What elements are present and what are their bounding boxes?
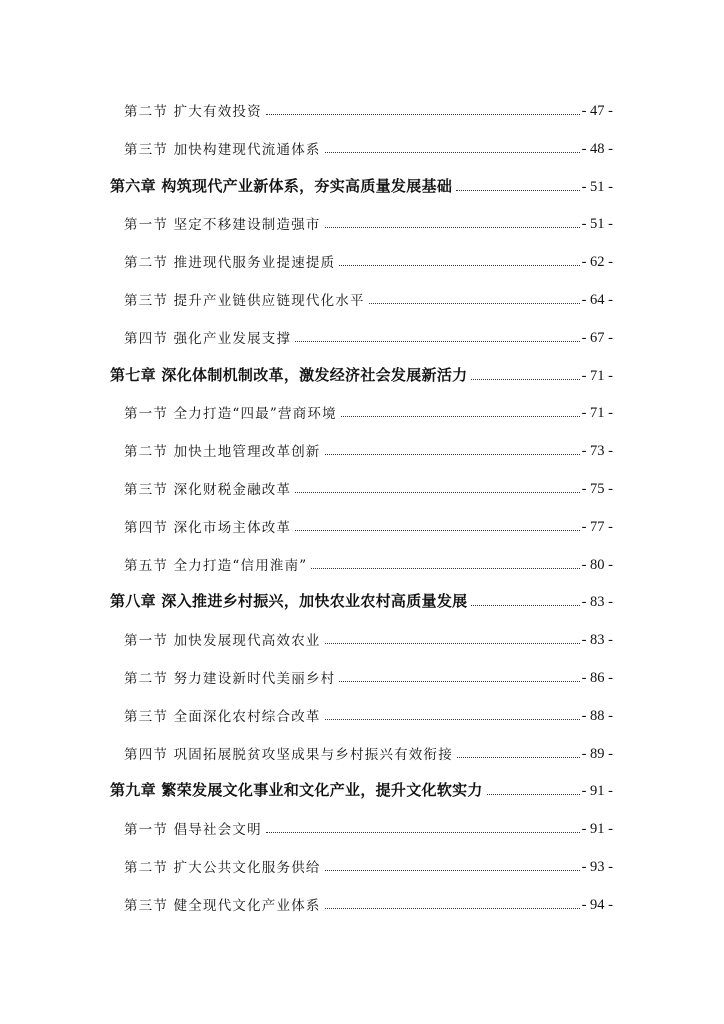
toc-entry[interactable] xyxy=(110,172,613,196)
toc-entry[interactable] xyxy=(124,398,613,422)
toc-entry-label: 第三节 提升产业链供应链现代化水平 xyxy=(124,293,365,309)
toc-entry-label: 第二节 努力建设新时代美丽乡村 xyxy=(124,671,336,687)
toc-page-number: - 71 - xyxy=(581,367,613,384)
toc-page-number: - 71 - xyxy=(581,405,613,422)
toc-entry-label: 第二节 推进现代服务业提速提质 xyxy=(124,255,336,272)
toc-page-number: - 91 - xyxy=(581,783,613,800)
toc-entry-label: 第二节 扩大公共文化服务供给 xyxy=(124,860,321,876)
toc-entry[interactable] xyxy=(124,663,613,687)
toc-entry-label: 第九章 繁荣发展文化事业和文化产业，提升文化软实力 xyxy=(110,781,483,800)
toc-page-number: - 94 - xyxy=(581,896,613,913)
dot-leader xyxy=(266,832,580,833)
dot-leader xyxy=(325,719,580,720)
dot-leader xyxy=(295,492,579,493)
toc-entry[interactable] xyxy=(124,96,613,120)
toc-page-number: - 83 - xyxy=(581,594,613,611)
toc-page-number: - 80 - xyxy=(581,556,613,573)
toc-page-number: - 86 - xyxy=(581,670,613,686)
dot-leader xyxy=(266,114,580,115)
toc-entry-label: 第三节 健全现代文化产业体系 xyxy=(124,897,321,914)
dot-leader xyxy=(295,530,579,531)
dot-leader xyxy=(325,908,580,909)
dot-leader xyxy=(341,416,580,417)
toc-entry-label: 第三节 深化财税金融改革 xyxy=(124,482,292,498)
toc-entry[interactable] xyxy=(110,587,613,611)
dot-leader xyxy=(471,605,579,606)
dot-leader xyxy=(325,227,580,228)
toc-entry[interactable] xyxy=(124,436,613,460)
toc-page-number: - 75 - xyxy=(581,481,613,497)
toc-entry-label: 第三节 全面深化农村综合改革 xyxy=(124,708,321,725)
toc-entry-label: 第三节 加快构建现代流通体系 xyxy=(124,141,321,158)
toc-entry[interactable] xyxy=(124,739,613,763)
toc-entry-label: 第二节 扩大有效投资 xyxy=(124,104,262,120)
toc-entry[interactable] xyxy=(124,134,613,158)
toc-entry-label: 第六章 构筑现代产业新体系，夯实高质量发展基础 xyxy=(110,176,453,195)
dot-leader xyxy=(457,757,580,758)
toc-entry[interactable] xyxy=(124,701,613,725)
dot-leader xyxy=(325,870,580,871)
toc-entry-label: 第二节 加快土地管理改革创新 xyxy=(124,444,321,461)
dot-leader xyxy=(339,681,579,682)
toc-entry[interactable] xyxy=(124,550,613,574)
dot-leader xyxy=(369,303,580,304)
toc-page-number: - 51 - xyxy=(581,216,613,233)
toc-entry[interactable] xyxy=(124,625,613,649)
toc-page-number: - 51 - xyxy=(581,178,613,195)
toc-entry-label: 第四节 巩固拓展脱贫攻坚成果与乡村振兴有效衔接 xyxy=(124,746,453,763)
toc-page-number: - 62 - xyxy=(581,254,613,271)
dot-leader xyxy=(325,152,580,153)
toc-page-number: - 77 - xyxy=(581,518,613,535)
dot-leader xyxy=(339,265,579,266)
dot-leader xyxy=(487,794,580,795)
toc-page-number: - 91 - xyxy=(581,821,613,838)
toc-entry[interactable] xyxy=(124,474,613,498)
toc-entry-label: 第一节 加快发展现代高效农业 xyxy=(124,633,321,650)
toc-entry[interactable] xyxy=(124,890,613,914)
toc-page-number: - 88 - xyxy=(581,707,613,724)
toc-entry-label: 第一节 全力打造“四最”营商环境 xyxy=(124,406,337,423)
toc-page-number: - 73 - xyxy=(581,443,613,460)
toc-entry[interactable] xyxy=(124,247,613,271)
toc-entry[interactable] xyxy=(124,512,613,536)
toc-page-number: - 47 - xyxy=(581,103,613,119)
dot-leader xyxy=(295,341,579,342)
toc-page-number: - 67 - xyxy=(581,329,613,346)
dot-leader xyxy=(456,190,579,191)
toc-entry[interactable] xyxy=(124,209,613,233)
toc-entry-label: 第一节 坚定不移建设制造强市 xyxy=(124,217,321,234)
toc-entry-label: 第四节 强化产业发展支撑 xyxy=(124,330,292,347)
toc-entry[interactable] xyxy=(110,776,613,800)
toc-entry[interactable] xyxy=(124,323,613,347)
toc-page-number: - 64 - xyxy=(581,292,613,308)
toc-entry[interactable] xyxy=(124,285,613,309)
toc-entry[interactable] xyxy=(110,361,613,385)
toc-page-number: - 89 - xyxy=(581,745,613,762)
toc-entry-label: 第四节 深化市场主体改革 xyxy=(124,519,292,536)
dot-leader xyxy=(325,454,580,455)
toc-entry-label: 第五节 全力打造“信用淮南” xyxy=(124,557,308,574)
toc-page-number: - 93 - xyxy=(581,859,613,875)
toc-entry[interactable] xyxy=(124,814,613,838)
dot-leader xyxy=(471,379,579,380)
dot-leader xyxy=(325,643,580,644)
toc-entry[interactable] xyxy=(124,852,613,876)
toc-entry-label: 第八章 深入推进乡村振兴，加快农业农村高质量发展 xyxy=(110,592,468,611)
toc-page-number: - 48 - xyxy=(581,140,613,157)
toc-entry-label: 第七章 深化体制机制改革，激发经济社会发展新活力 xyxy=(110,365,468,384)
dot-leader xyxy=(311,568,579,569)
toc-page-number: - 83 - xyxy=(581,632,613,649)
toc-entry-label: 第一节 倡导社会文明 xyxy=(124,822,262,839)
